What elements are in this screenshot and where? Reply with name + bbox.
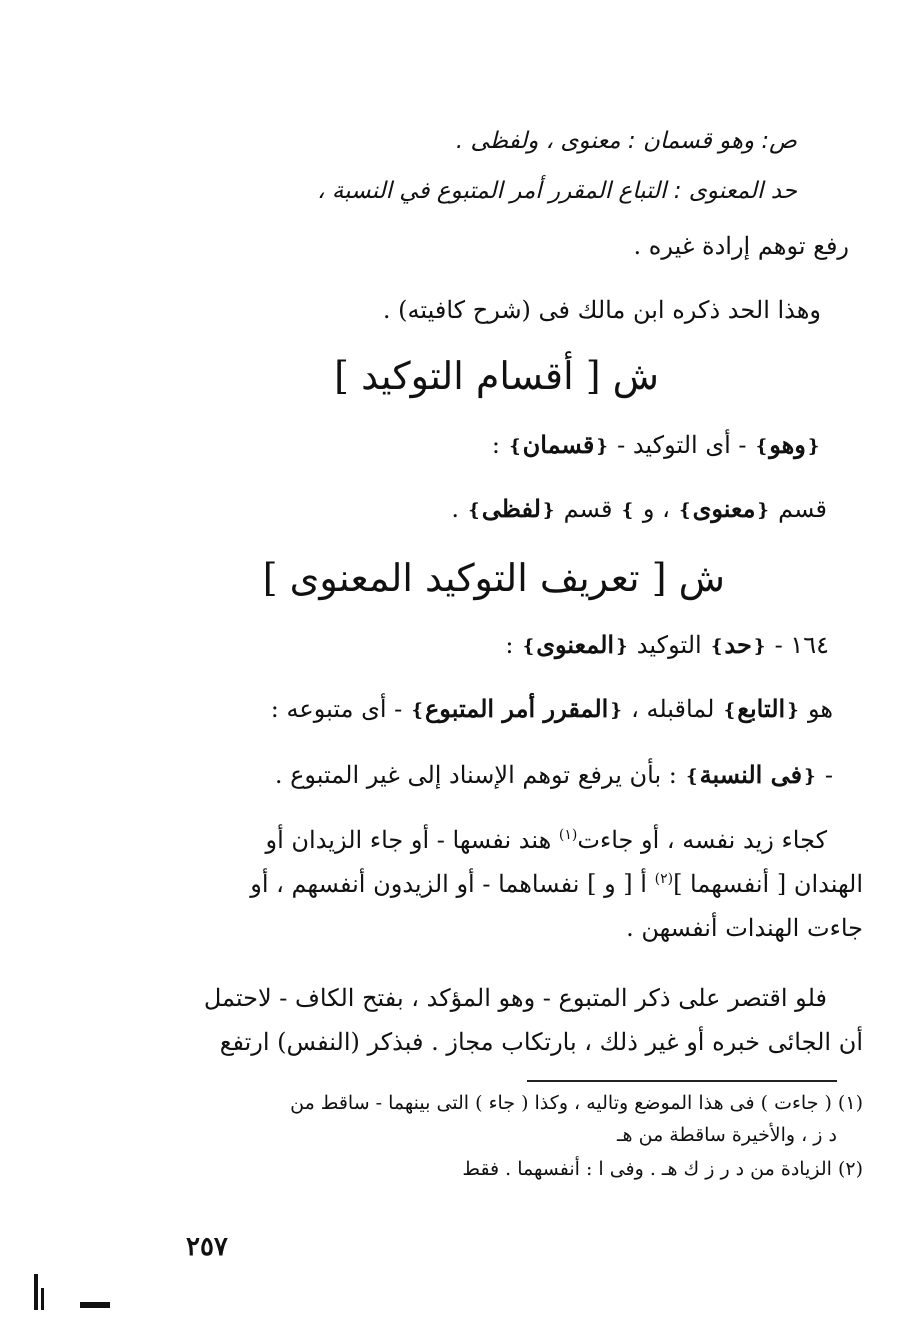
ornament-close: ❵ [521, 636, 537, 657]
ornament-open: ❴ [751, 636, 767, 657]
bold-term: المقرر أمر المتبوع [424, 694, 609, 723]
section-heading-1: ش [ أقسام التوكيد ] [334, 354, 659, 398]
intro-line-1: رفع توهم إرادة غيره . [633, 232, 849, 260]
ornament-close: ❵ [754, 436, 770, 457]
text-run: هند نفسها - أو جاء الزيدان أو [265, 826, 559, 854]
scan-mark [80, 1302, 110, 1308]
bold-term: لفظى [481, 494, 541, 523]
section2-line-3 [275, 760, 833, 789]
ornament-close: ❵ [507, 436, 523, 457]
ornament-close: ❵ [466, 500, 482, 521]
page-number: ٢٥٧ [186, 1232, 228, 1262]
scan-mark [34, 1274, 38, 1310]
ornament-open: ❴ [614, 636, 630, 657]
bold-term: المعنوى [536, 630, 615, 659]
ornament-close: ❵ [722, 700, 738, 721]
bold-term: قسمان [522, 430, 595, 459]
text-run: - أى متبوعه : [270, 695, 410, 723]
text-run: ١٦٤ - [766, 631, 829, 659]
text-run: كجاء زيد نفسه ، أو جاءت [577, 826, 827, 854]
intro-line-2: وهذا الحد ذكره ابن مالك فى (شرح كافيته) . [382, 296, 821, 324]
ornament-close: ❵ [684, 766, 700, 787]
ornament-open: ❴ [805, 436, 821, 457]
text-run: هو [800, 695, 833, 723]
ornament-close: ❵ [409, 700, 425, 721]
scan-mark [41, 1288, 44, 1310]
text-run: التوكيد [629, 631, 710, 659]
ornament-open: ❴ [802, 766, 818, 787]
bold-term: حد [724, 630, 752, 659]
footnote-1-line-1: (١) ( جاءت ) فى هذا الموضع وتاليه ، وكذا ( جاء ) التى بينهما - ساقط من [290, 1092, 863, 1114]
text-run: . [451, 495, 467, 523]
footnote-1-line-2: د ز ، والأخيرة ساقطة من هـ [616, 1124, 837, 1146]
section1-line-1 [492, 430, 821, 459]
para1-line-2 [250, 870, 863, 898]
text-run: ، و [635, 495, 678, 523]
ornament-open: ❴ [540, 500, 557, 521]
section2-line-1 [505, 630, 829, 659]
section2-line-2 [271, 694, 833, 723]
text-run: : [491, 431, 508, 459]
text-run: : [505, 631, 522, 659]
bold-term: معنوى [692, 494, 756, 523]
ornament-open: ❴ [755, 500, 771, 521]
text-run: - [817, 761, 833, 789]
text-run: قسم [770, 495, 827, 523]
footnote-separator [527, 1080, 837, 1082]
ornament-open: ❴ [594, 436, 610, 457]
text-run: قسم [556, 495, 621, 523]
text-run: - أى التوكيد - [609, 431, 755, 459]
handwritten-note-1: ص: وهو قسمان : معنوى ، ولفظى . [455, 128, 797, 154]
ornament-open: ❴ [608, 700, 624, 721]
text-run: لماقبله ، [623, 695, 723, 723]
section1-line-2 [451, 494, 827, 523]
text-run: : بأن يرفع توهم الإسناد إلى غير المتبوع . [274, 761, 685, 789]
bold-term: وهو [769, 430, 806, 459]
text-run: أ [ و ] نفساهما - أو الزيدون أنفسهم ، أو [250, 870, 655, 898]
text-run: الهندان [ أنفسهما ] [673, 870, 863, 898]
ornament-open: ❴ [785, 700, 801, 721]
section-heading-2: ش [ تعريف التوكيد المعنوى ] [262, 556, 725, 600]
ornament-close: ❵ [709, 636, 725, 657]
bold-term: التابع [737, 694, 786, 723]
ornament-close: ❵ [677, 500, 693, 521]
para2-line-1: فلو اقتصر على ذكر المتبوع - وهو المؤكد ، بفتح الكاف - لاحتمل [203, 984, 827, 1012]
footnote-ref-1[interactable]: (١) [558, 827, 578, 843]
footnote-2: (٢) الزيادة من د ر ز ك هـ . وفى ا : أنفسهما . فقط [462, 1158, 863, 1180]
footnote-ref-2[interactable]: (٢) [654, 871, 674, 887]
para1-line-3: جاءت الهندات أنفسهن . [626, 914, 863, 942]
bold-term: فى النسبة [699, 760, 803, 789]
para1-line-1 [266, 826, 827, 854]
handwritten-note-2: حد المعنوى : التباع المقرر أمر المتبوع في النسبة ، [317, 178, 797, 204]
ornament-close: ❵ [620, 500, 636, 521]
para2-line-2: أن الجائى خبره أو غير ذلك ، بارتكاب مجاز . فبذكر (النفس) ارتفع [219, 1028, 863, 1056]
